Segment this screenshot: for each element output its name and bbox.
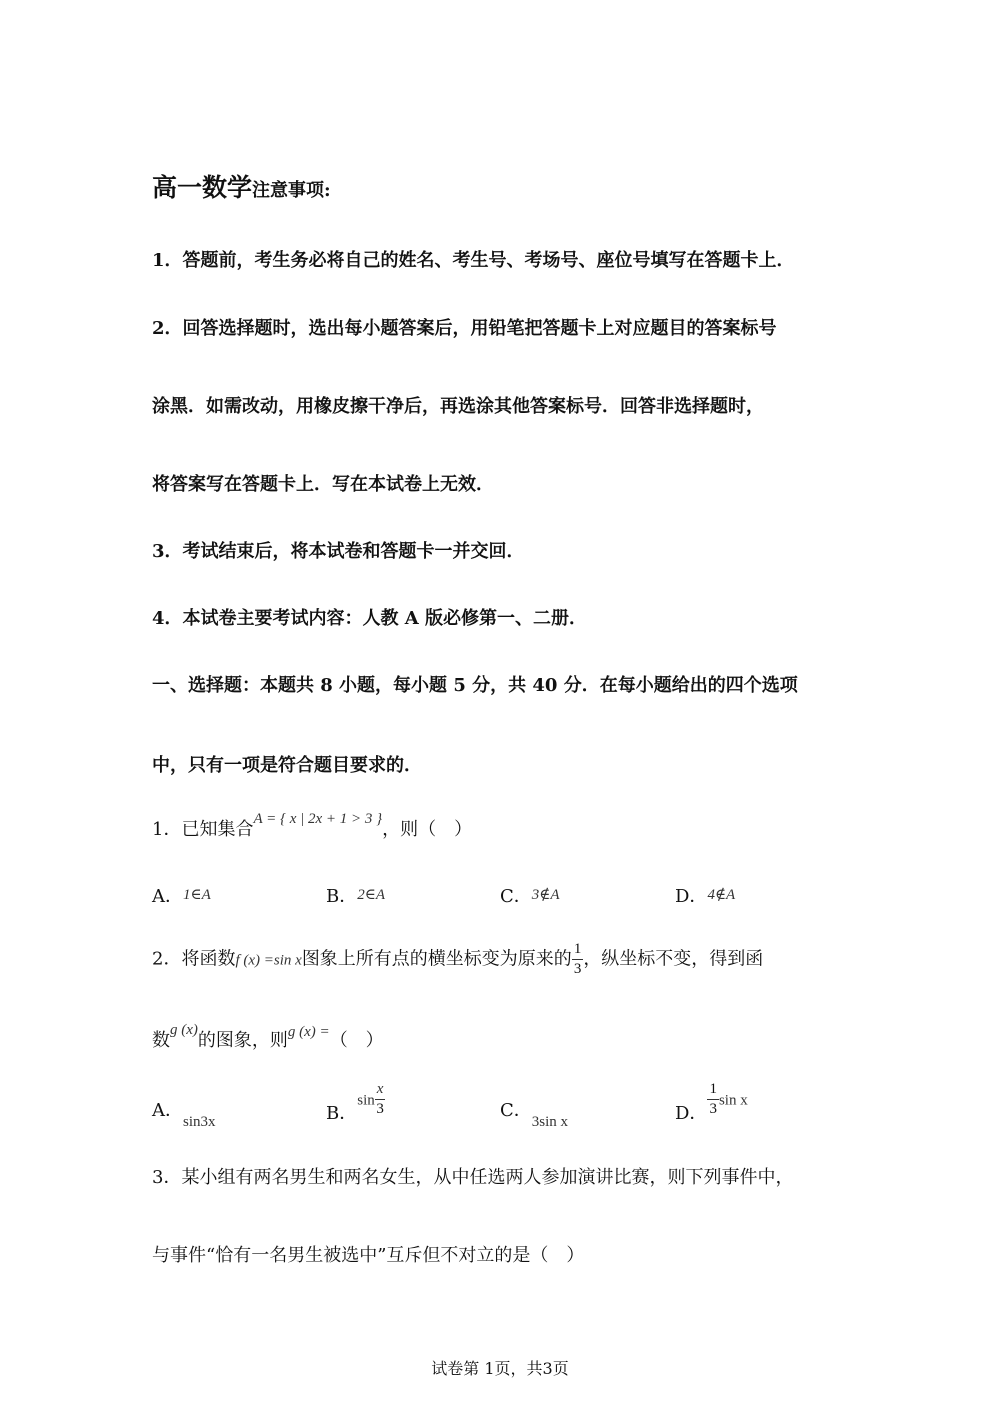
q2-line2-mid: 的图象，则 [197, 1030, 288, 1051]
notice-1: 1．答题前，考生务必将自己的姓名、考生号、考场号、座位号填写在答题卡上． [152, 250, 795, 271]
question-3-line-2: 与事件“恰有一名男生被选中”互斥但不对立的是（ ） [152, 1245, 585, 1266]
option-expr: 2∈A [357, 887, 386, 903]
fraction-numerator: x [375, 1082, 386, 1100]
option-label: B． [326, 1102, 358, 1124]
q2-tail: ，纵坐标不变，得到函 [583, 948, 764, 970]
section-heading-line-2: 中，只有一项是符合题目要求的． [152, 755, 422, 776]
option-expr: 3∉A [531, 887, 560, 903]
q2-option-c[interactable] [500, 1096, 569, 1130]
question-3-line-1: 3．某小组有两名男生和两名女生，从中任选两人参加演讲比赛，则下列事件中， [152, 1167, 794, 1188]
q2-line2-tail: （ ） [329, 1030, 384, 1051]
fraction-numerator: 1 [572, 942, 584, 960]
option-label: A． [152, 886, 183, 907]
notice-4: 4．本试卷主要考试内容：人教 A 版必修第一、二册． [152, 608, 588, 629]
q1-option-b[interactable] [326, 882, 385, 908]
fraction-denominator: 3 [376, 1101, 384, 1117]
q2-option-b[interactable] [326, 1081, 385, 1124]
q2-function: f (x) =sin x [235, 952, 302, 969]
fraction-numerator: 1 [707, 1082, 719, 1100]
option-fraction [375, 1082, 386, 1117]
option-label: C． [500, 886, 532, 907]
question-1 [152, 811, 473, 841]
notice-title: 注意事项: [252, 180, 331, 201]
option-label: B． [326, 886, 358, 907]
q2-gx-equals: g (x) = [287, 1024, 330, 1040]
notice-2-line-2: 涂黑．如需改动，用橡皮擦干净后，再选涂其他答案标号．回答非选择题时， [152, 396, 764, 417]
option-label: D． [675, 886, 708, 907]
option-label: C． [500, 1100, 532, 1121]
option-expr: 4∉A [707, 887, 736, 903]
option-expr: 3sin x [531, 1114, 569, 1130]
option-fraction [707, 1082, 719, 1117]
q1-suffix: ，则（ ） [382, 819, 473, 840]
question-2-line-2 [152, 1022, 384, 1052]
q1-prefix: 1．已知集合 [152, 819, 254, 840]
option-label: A． [152, 1100, 183, 1121]
fraction-denominator: 3 [573, 961, 582, 977]
notice-3: 3．考试结束后，将本试卷和答题卡一并交回． [152, 541, 525, 562]
q1-option-c[interactable] [500, 882, 560, 908]
notice-2-line-3: 将答案写在答题卡上．写在本试卷上无效． [152, 474, 494, 495]
option-expr: sin3x [183, 1114, 216, 1130]
exam-header [152, 168, 331, 204]
option-expr-prefix: sin [357, 1092, 375, 1109]
q1-set-expression: A = { x | 2x + 1 > 3 } [253, 811, 383, 827]
q2-prefix: 2．将函数 [152, 948, 236, 970]
q2-line2-prefix: 数 [152, 1030, 170, 1051]
q2-option-a[interactable] [152, 1096, 216, 1130]
exam-subject: 高一数学 [152, 173, 253, 202]
q1-option-a[interactable] [152, 882, 211, 908]
section-heading-line-1: 一、选择题：本题共 8 小题，每小题 5 分，共 40 分．在每小题给出的四个选项 [152, 675, 798, 696]
q2-fraction [572, 942, 584, 977]
notice-2-line-1: 2．回答选择题时，选出每小题答案后，用铅笔把答题卡上对应题目的答案标号 [152, 318, 777, 339]
question-2-line-1 [152, 942, 763, 977]
option-expr-suffix: sin x [718, 1092, 748, 1109]
option-expr: 1∈A [183, 887, 211, 903]
q2-option-d[interactable] [675, 1081, 748, 1124]
fraction-denominator: 3 [709, 1101, 717, 1117]
option-label: D． [675, 1102, 708, 1124]
q1-option-d[interactable] [675, 882, 735, 908]
q2-mid: 图象上所有点的横坐标变为原来的 [301, 948, 572, 970]
page-footer: 试卷第 1页，共3页 [431, 1359, 569, 1378]
q2-gx: g (x) [170, 1022, 198, 1038]
